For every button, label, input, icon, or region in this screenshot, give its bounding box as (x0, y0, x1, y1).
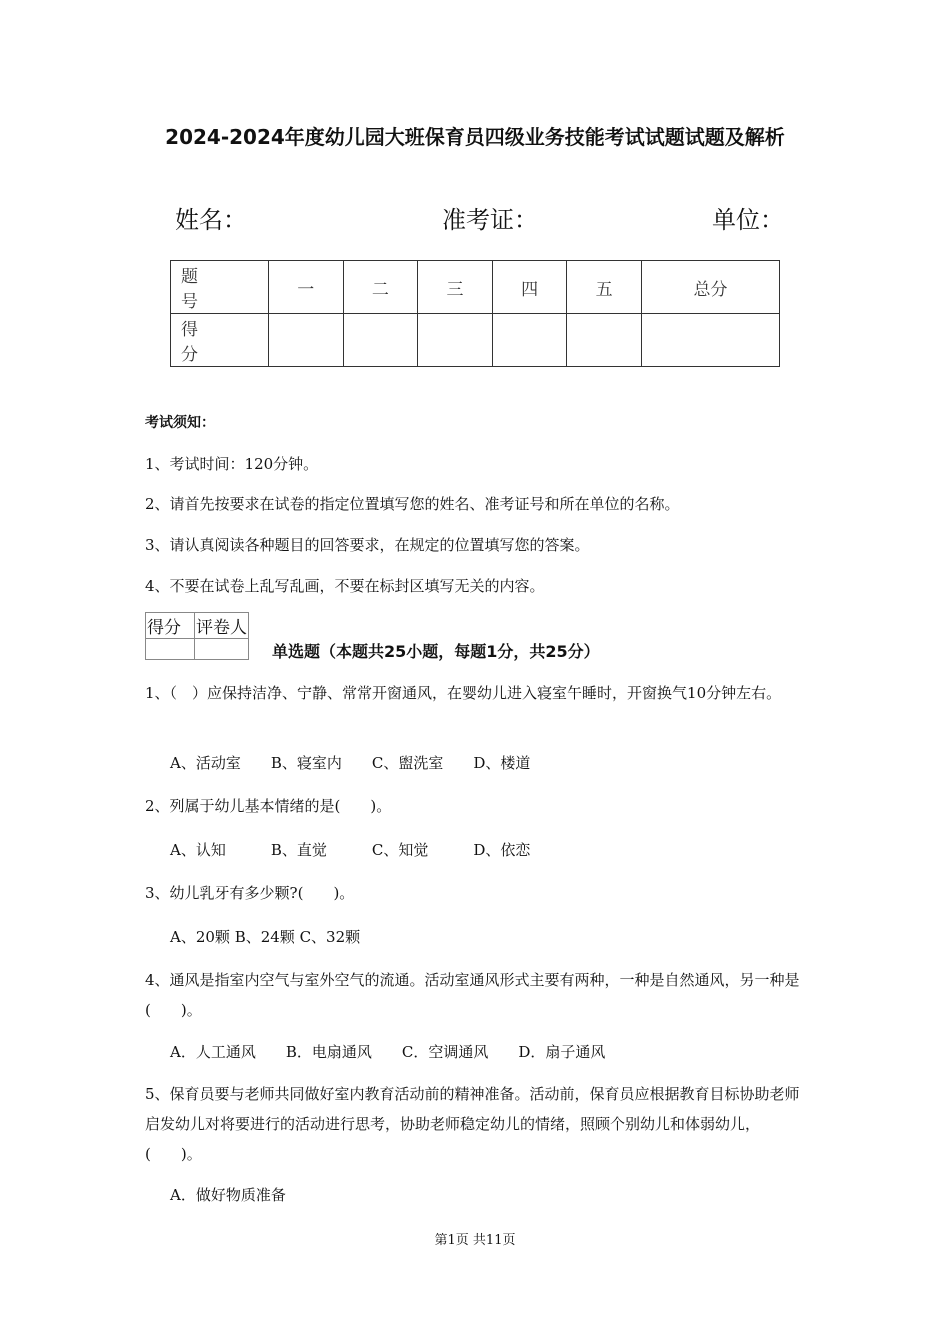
question-text: 1、（ ）应保持洁净、宁静、常常开窗通风，在婴幼儿进入寝室午睡时，开窗换气10分钟左右。 (145, 684, 782, 702)
total-header: 总分 (641, 261, 779, 314)
question-options: A、活动室 B、寝室内 C、盥洗室 D、楼道 (170, 754, 531, 772)
exam-number-label: 准考证： (442, 206, 538, 234)
question-number-header: 题 号 (171, 261, 269, 314)
score-cell (269, 314, 344, 367)
question-text: 5、保育员要与老师共同做好室内教育活动前的精神准备。活动前，保育员应根据教育目标协助老师启发幼儿对将要进行的活动进行思考，协助老师稳定幼儿的情绪，照顾个别幼儿和体弱幼儿，( )。 (145, 1085, 800, 1163)
question-options: A、认知 B、直觉 C、知觉 D、依恋 (170, 841, 531, 859)
section-4-header: 四 (492, 261, 567, 314)
question-text: 4、通风是指室内空气与室外空气的流通。活动室通风形式主要有两种，一种是自然通风，另一种是( )。 (145, 971, 800, 1019)
question-text: 2、列属于幼儿基本情绪的是( )。 (145, 797, 392, 815)
section-1-header: 一 (269, 261, 344, 314)
section-title: 单选题（本题共25小题，每题1分，共25分） (272, 642, 600, 661)
score-cell (343, 314, 418, 367)
score-table (170, 260, 780, 367)
unit-label: 单位： (712, 206, 784, 234)
score-cell (641, 314, 779, 367)
notice-item: 3、请认真阅读各种题目的回答要求，在规定的位置填写您的答案。 (145, 536, 590, 554)
question-options: A．人工通风 B．电扇通风 C．空调通风 D．扇子通风 (170, 1043, 606, 1061)
score-table-score-row (171, 314, 780, 367)
score-cell (492, 314, 567, 367)
notice-item: 2、请首先按要求在试卷的指定位置填写您的姓名、准考证号和所在单位的名称。 (145, 495, 680, 513)
question-text: 3、幼儿乳牙有多少颗?( )。 (145, 884, 355, 902)
grader-reviewer-cell (195, 639, 249, 660)
page-footer: 第1页 共11页 (434, 1233, 516, 1248)
section-2-header: 二 (343, 261, 418, 314)
notice-item: 4、不要在试卷上乱写乱画，不要在标封区填写无关的内容。 (145, 577, 545, 595)
grader-box (145, 612, 249, 660)
notice-heading: 考试须知： (145, 415, 215, 431)
section-5-header: 五 (567, 261, 642, 314)
score-table-header-row (171, 261, 780, 314)
name-label: 姓名： (175, 206, 247, 234)
grader-score-cell (146, 639, 195, 660)
score-cell (418, 314, 493, 367)
section-3-header: 三 (418, 261, 493, 314)
grader-reviewer-label: 评卷人 (195, 613, 249, 639)
score-row-label: 得 分 (171, 314, 269, 367)
question-options: A．做好物质准备 (170, 1186, 286, 1204)
grader-score-label: 得分 (146, 613, 195, 639)
question-options: A、20颗 B、24颗 C、32颗 (170, 928, 361, 946)
score-cell (567, 314, 642, 367)
notice-item: 1、考试时间：120分钟。 (145, 455, 319, 473)
document-title: 2024-2024年度幼儿园大班保育员四级业务技能考试试题试题及解析 (165, 125, 785, 149)
